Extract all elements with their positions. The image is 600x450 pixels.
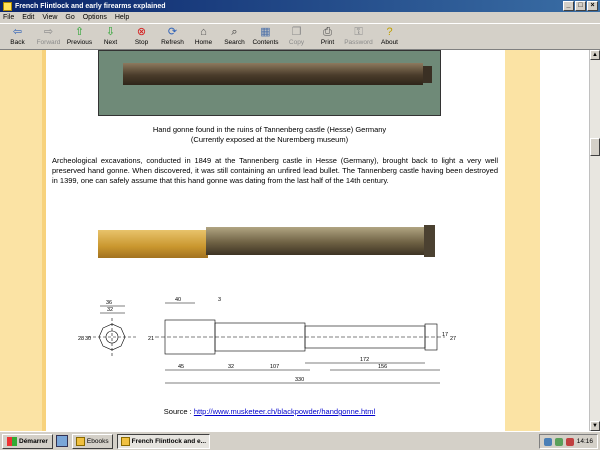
contents-label: Contents — [252, 39, 279, 46]
page-viewport[interactable] — [0, 50, 589, 431]
copy-button — [281, 24, 312, 50]
right-page-border — [505, 50, 540, 431]
caption-line-2: (Currently exposed at the Nuremberg museum) — [190, 135, 349, 144]
contents-button[interactable] — [250, 24, 281, 50]
breech-section — [165, 320, 215, 354]
refresh-icon: ⟳ — [167, 26, 178, 38]
app-icon — [3, 2, 12, 11]
next-label: Next — [103, 39, 118, 46]
dim-30: 30 — [85, 336, 92, 342]
quick-launch-icon[interactable] — [56, 435, 68, 447]
minimize-button[interactable]: _ — [563, 1, 574, 11]
dim-40: 40 — [175, 297, 182, 303]
dim-172: 172 — [360, 357, 370, 363]
search-icon: ⌕ — [231, 26, 238, 38]
dim-45: 45 — [178, 364, 185, 370]
tray-network-icon[interactable] — [544, 438, 552, 446]
article-paragraph: Archeological excavations, conducted in 1849 at the Tannenberg castle in Hesse (Germany), brought back to light a very well preserved hand gonne. When discovered, it was still containing an unfired lead bullet. The Tannenberg castle having been destroyed in 1399, one can safely assume that this hand gonne was dating from the last half of the 14th century. — [52, 156, 498, 185]
dim-32-bottom: 32 — [228, 364, 235, 370]
back-arrow-icon: ⇦ — [12, 26, 23, 38]
password-label: Password — [344, 39, 373, 46]
start-button[interactable] — [2, 434, 53, 449]
system-tray — [539, 434, 598, 449]
folder-icon — [76, 437, 85, 446]
caption-line-1: Hand gonne found in the ruins of Tannenberg castle (Hesse) Germany — [152, 125, 387, 134]
scroll-down-button[interactable]: ▼ — [590, 421, 600, 431]
menu-help[interactable]: Help — [114, 14, 130, 21]
home-icon: ⌂ — [200, 26, 207, 38]
start-label: Démarrer — [19, 437, 48, 445]
menu-edit[interactable]: Edit — [22, 14, 35, 21]
vertical-scrollbar[interactable] — [589, 50, 600, 431]
menu-view[interactable]: View — [42, 14, 58, 21]
gun-barrel-shape — [123, 63, 423, 85]
bore-circle — [106, 331, 118, 343]
maximize-button[interactable]: □ — [575, 1, 586, 11]
left-page-border — [0, 50, 42, 431]
stop-button[interactable] — [126, 24, 157, 50]
right-page-margin — [540, 50, 589, 431]
dim-107: 107 — [270, 364, 280, 370]
taskbar — [0, 431, 600, 450]
dim-156: 156 — [378, 364, 388, 370]
print-label: Print — [320, 39, 335, 46]
octagon-end-view — [99, 324, 125, 350]
menu-options[interactable]: Options — [82, 14, 107, 21]
search-label: Search — [224, 39, 245, 46]
copy-label: Copy — [288, 39, 305, 46]
stop-icon: ⊗ — [136, 26, 147, 38]
home-label: Home — [194, 39, 213, 46]
window-title: French Flintlock and early firearms explained — [15, 2, 166, 10]
back-button[interactable] — [2, 24, 33, 50]
task-ebooks[interactable] — [72, 434, 113, 449]
dim-32-top: 32 — [107, 307, 114, 313]
close-button[interactable]: × — [587, 1, 598, 11]
technical-drawing — [70, 288, 470, 393]
ebook-app-icon — [121, 437, 130, 446]
task-french-flintlock[interactable] — [117, 434, 210, 449]
task-ebooks-label: Ebooks — [86, 437, 109, 445]
wooden-stock-shape — [98, 230, 208, 258]
source-link[interactable]: http://www.musketeer.ch/blackpowder/handgonne.html — [193, 407, 376, 416]
scroll-thumb[interactable] — [590, 138, 600, 156]
hand-gonne-photo-side — [98, 220, 441, 268]
dim-17: 17 — [442, 332, 449, 338]
gun-muzzle-shape — [423, 66, 432, 83]
back-label: Back — [10, 39, 25, 46]
dim-330: 330 — [295, 377, 305, 383]
dim-21: 21 — [148, 336, 155, 342]
about-button[interactable] — [374, 24, 405, 50]
task-french-flintlock-label: French Flintlock and e... — [131, 437, 207, 445]
title-bar — [0, 0, 600, 12]
home-button[interactable] — [188, 24, 219, 50]
previous-label: Previous — [66, 39, 93, 46]
search-button[interactable] — [219, 24, 250, 50]
up-arrow-icon: ⇧ — [74, 26, 85, 38]
dim-28: 28 — [78, 336, 85, 342]
tray-volume-icon[interactable] — [555, 438, 563, 446]
menu-file[interactable]: File — [3, 14, 15, 21]
refresh-button[interactable] — [157, 24, 188, 50]
photo-caption — [98, 125, 441, 145]
source-line — [98, 407, 441, 416]
print-button[interactable] — [312, 24, 343, 50]
contents-icon: ▦ — [260, 26, 271, 38]
left-page-border-stripe — [42, 50, 46, 431]
toolbar — [0, 23, 600, 50]
previous-button[interactable] — [64, 24, 95, 50]
menu-bar — [0, 12, 600, 23]
copy-icon: ❐ — [291, 26, 302, 38]
forward-button — [33, 24, 64, 50]
about-icon: ? — [386, 26, 393, 38]
dim-36: 36 — [106, 300, 113, 306]
print-icon: ⎙ — [323, 26, 332, 38]
scroll-up-button[interactable]: ▲ — [590, 50, 600, 60]
down-arrow-icon: ⇩ — [105, 26, 116, 38]
barrel-muzzle-shape — [424, 225, 435, 257]
stop-label: Stop — [134, 39, 149, 46]
about-label: About — [381, 39, 398, 46]
forward-label: Forward — [36, 39, 61, 46]
tray-security-icon[interactable] — [566, 438, 574, 446]
next-button[interactable] — [95, 24, 126, 50]
password-button — [343, 24, 374, 50]
forward-arrow-icon: ⇨ — [43, 26, 54, 38]
source-label: Source : — [163, 407, 192, 416]
menu-go[interactable]: Go — [65, 14, 75, 21]
clock: 14:16 — [576, 438, 593, 445]
dim-27: 27 — [450, 336, 457, 342]
dim-3: 3 — [218, 297, 222, 303]
password-icon: ⚿ — [354, 26, 363, 38]
hand-gonne-photo-top — [98, 50, 441, 116]
windows-logo-icon — [7, 437, 17, 446]
refresh-label: Refresh — [161, 39, 184, 46]
bronze-barrel-shape — [206, 227, 426, 255]
